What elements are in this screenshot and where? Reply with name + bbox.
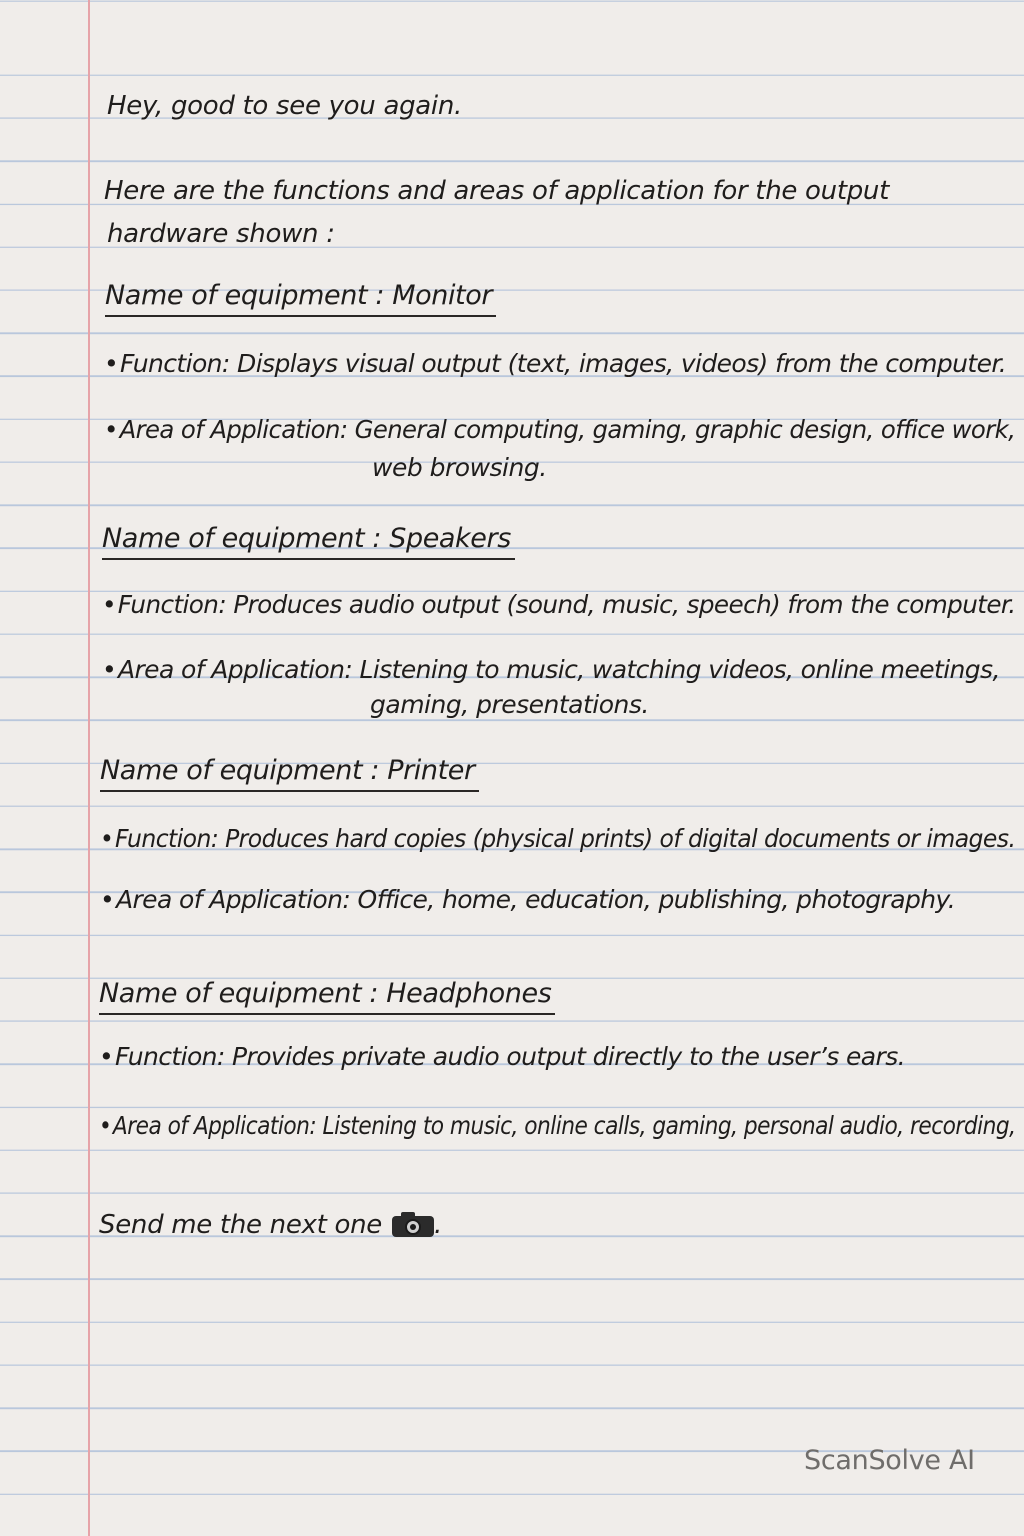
application-item-headphones <box>99 1110 1015 1142</box>
equipment-heading-text: Name of equipment : Speakers <box>102 523 515 560</box>
bullet-dot: • <box>99 1042 114 1071</box>
intro-line-1: Here are the functions and areas of application for the output <box>104 176 889 206</box>
closing-line <box>99 1209 442 1241</box>
application-text: Area of Application: Listening to music, watching videos, online meetings, <box>118 655 1000 684</box>
greeting: Hey, good to see you again. <box>107 91 462 121</box>
bullet-dot: • <box>99 1111 112 1140</box>
application-continuation-speakers: gaming, presentations. <box>370 690 649 719</box>
application-item-monitor <box>104 414 1015 446</box>
function-item-monitor <box>104 348 1006 380</box>
equipment-heading-text: Name of equipment : Printer <box>100 755 479 792</box>
function-text: Function: Produces audio output (sound, music, speech) from the computer. <box>117 590 1016 619</box>
equipment-heading-text: Name of equipment : Monitor <box>105 280 496 317</box>
bullet-dot: • <box>102 590 116 619</box>
bullet-dot: • <box>100 824 114 853</box>
application-text: Area of Application: General computing, gaming, graphic design, office work, <box>119 415 1016 444</box>
application-text: Area of Application: Listening to music, online calls, gaming, personal audio, recording, <box>112 1111 1016 1140</box>
margin-line <box>88 0 90 1536</box>
closing-period: . <box>433 1210 442 1240</box>
application-item-printer <box>100 884 955 916</box>
equipment-heading-headphones <box>99 978 555 1010</box>
function-text: Function: Provides private audio output directly to the user’s ears. <box>115 1042 905 1071</box>
function-item-speakers <box>102 589 1015 621</box>
function-text: Function: Produces hard copies (physical prints) of digital documents or images. <box>115 824 1016 853</box>
bullet-dot: • <box>104 349 119 378</box>
function-text: Function: Displays visual output (text, images, videos) from the computer. <box>120 349 1007 378</box>
bullet-dot: • <box>104 415 118 444</box>
application-text: Area of Application: Office, home, education, publishing, photography. <box>116 885 956 914</box>
watermark: ScanSolve AI <box>804 1445 975 1476</box>
camera-icon <box>392 1211 434 1237</box>
equipment-heading-text: Name of equipment : Headphones <box>99 978 555 1015</box>
function-item-printer <box>100 823 1015 855</box>
intro-line-2: hardware shown : <box>107 219 335 249</box>
closing-text: Send me the next one <box>99 1210 382 1240</box>
equipment-heading-monitor <box>105 280 496 312</box>
equipment-heading-speakers <box>102 523 515 555</box>
bullet-dot: • <box>100 885 115 914</box>
application-continuation-monitor: web browsing. <box>372 453 547 482</box>
bullet-dot: • <box>102 655 117 684</box>
equipment-heading-printer <box>100 755 479 787</box>
function-item-headphones <box>99 1041 905 1073</box>
application-item-speakers <box>102 654 1000 686</box>
